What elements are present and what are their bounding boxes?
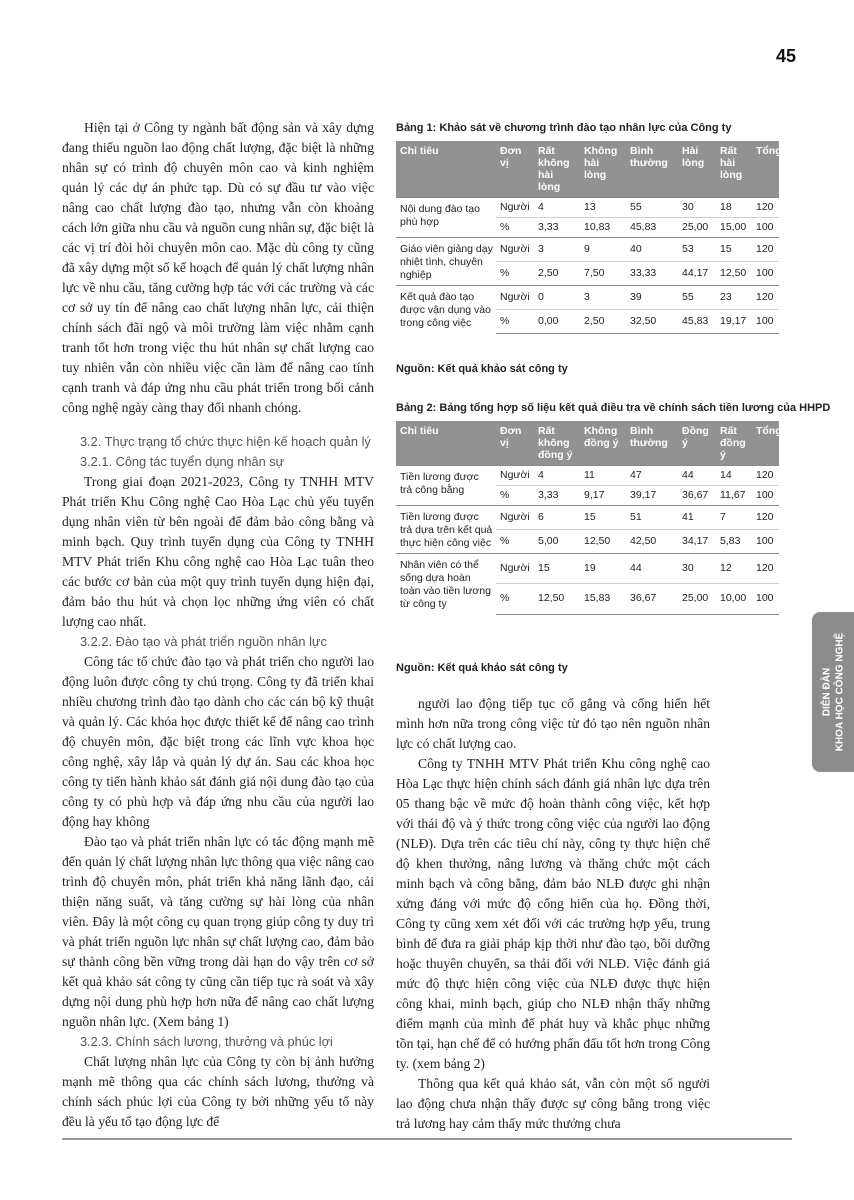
bottom-rule — [62, 1138, 792, 1140]
table-cell: 36,67 — [678, 486, 716, 506]
column-header: Bình thường — [626, 421, 678, 466]
column-header: Rất hài lòng — [716, 141, 752, 198]
table-cell: 2,50 — [534, 262, 580, 286]
table-cell: 55 — [626, 198, 678, 218]
table-cell: 3 — [534, 238, 580, 262]
paragraph: Công ty TNHH MTV Phát triển Khu công nghệ cao Hòa Lạc thực hiện chính sách đánh giá nhân lực dựa trên 05 thang bậc về mức độ hoàn thành công việc, kết hợp với thái độ và ý thức trong công việc của người lao động (NLĐ). Dựa trên các tiêu chí này, công ty thực hiện chế độ khen thưởng, nâng lương và thăng chức một cách minh bạch và công bằng, đảm bảo NLĐ được ghi nhận xứng đáng với mức độ cống hiến của họ. Đồng thời, Công ty cũng xem xét đối với các trường hợp yếu, trung bình để đưa ra giải pháp kịp thời như đào tạo, bồi dưỡng hoặc thuyên chuyển, sa thải đối với NLĐ. Việc đánh giá mức độ thực hiện công việc của NLĐ được thực hiện công khai, minh bạch, giúp cho NLĐ nhận thấy những điểm mạnh của mình để phát huy và khắc phục những tồn tại, hạn chế để có hướng phấn đấu tốt hơn trong Công ty. (xem bảng 2) — [396, 756, 710, 1071]
table-cell: 47 — [626, 466, 678, 486]
table-cell: 39,17 — [626, 486, 678, 506]
table-cell: 25,00 — [678, 584, 716, 614]
left-column — [62, 118, 374, 1132]
column-header: Bình thường — [626, 141, 678, 198]
table-cell: 12,50 — [716, 262, 752, 286]
paragraph: Thông qua kết quả khảo sát, vẫn còn một số người lao động chưa nhận thấy được sự công bằng trong việc trả lương hay cảm thấy mức thưởng chưa — [396, 1076, 710, 1131]
table-cell: 6 — [534, 506, 580, 530]
table-row — [396, 286, 779, 310]
table-cell: 14 — [716, 466, 752, 486]
section-heading: 3.2. Thực trạng tổ chức thực hiện kế hoạch quản lý — [80, 434, 371, 449]
right-column — [396, 694, 710, 1134]
table-cell: 39 — [626, 286, 678, 310]
table-cell: 5,83 — [716, 530, 752, 554]
table-cell: 5,00 — [534, 530, 580, 554]
table-cell: 15 — [580, 506, 626, 530]
table-cell: Người — [496, 506, 534, 530]
table-cell: 44 — [678, 466, 716, 486]
column-header: Đơn vị — [496, 141, 534, 198]
side-tab-line2: KHOA HỌC CÔNG NGHỆ — [834, 632, 845, 752]
paragraph: Công tác tổ chức đào tạo và phát triển cho người lao động luôn được công ty chú trọng. Công ty đã triển khai nhiều chương trình đào tạo dành cho các cán bộ kỹ thuật và quản lý. Các khóa học được thiết kế để nâng cao trình độ chuyên môn, đặc biệt trong các lĩnh vực khoa học công nghệ, xây lắp và quản lý dự án. Sau các khoa học công ty tiến hành khảo sát đánh giá nội dung đào tạo của công ty có phù hợp và đáp ứng nhu cầu của người lao động hay không — [62, 654, 374, 829]
table-cell: 100 — [752, 309, 779, 333]
table-cell: 120 — [752, 198, 779, 218]
table-cell: Người — [496, 554, 534, 584]
table-cell: 34,17 — [678, 530, 716, 554]
table-cell: 11,67 — [716, 486, 752, 506]
table-cell: 19 — [580, 554, 626, 584]
column-header: Rất không hài lòng — [534, 141, 580, 198]
table-cell: 9 — [580, 238, 626, 262]
paragraph: Trong giai đoạn 2021-2023, Công ty TNHH MTV Phát triển Khu Công nghệ Cao Hòa Lạc chủ yếu tuyển dụng nhân viên từ bên ngoài để đảm bảo công bằng và minh bạch. Quy trình tuyển dụng của Công ty TNHH MTV Phát triển Khu công nghệ cao Hòa Lạc tuân theo các bước cơ bản của một quy trình tuyển dụng hiện đại, đảm bảo thu hút và chọn lọc những ứng viên có chất lượng cao nhất. — [62, 474, 374, 629]
table-cell: 3,33 — [534, 218, 580, 238]
table-cell: 12,50 — [534, 584, 580, 614]
table-cell: % — [496, 309, 534, 333]
table-cell: 100 — [752, 530, 779, 554]
table-cell: 53 — [678, 238, 716, 262]
subsection-heading: 3.2.3. Chính sách lương, thưởng và phúc lợi — [80, 1034, 333, 1049]
column-header: Đồng ý — [678, 421, 716, 466]
criterion-cell: Nội dung đào tạo phù hợp — [396, 198, 496, 238]
table-row — [396, 466, 779, 486]
table-cell: 41 — [678, 506, 716, 530]
table-cell: 120 — [752, 506, 779, 530]
paragraph: người lao động tiếp tục cố gắng và cống hiến hết mình hơn nữa trong công việc từ đó tạo nên nguồn nhân lực có chất lượng cao. — [396, 696, 710, 751]
column-header: Không đồng ý — [580, 421, 626, 466]
table-cell: 19,17 — [716, 309, 752, 333]
criterion-cell: Kết quả đào tạo được vận dụng vào trong công việc — [396, 286, 496, 334]
table-cell: 100 — [752, 218, 779, 238]
table2-container — [396, 421, 782, 615]
table-cell: 7,50 — [580, 262, 626, 286]
table1 — [396, 141, 782, 334]
column-header: Tổng — [752, 141, 779, 198]
table-cell: 45,83 — [626, 218, 678, 238]
column-header: Rất đồng ý — [716, 421, 752, 466]
criterion-cell: Tiền lương được trả công bằng — [396, 466, 496, 506]
table-row — [396, 238, 779, 262]
table2-caption: Bảng 2: Bảng tổng hợp số liệu kết quả điều tra về chính sách tiền lương của HHPD — [396, 402, 831, 414]
table-cell: 7 — [716, 506, 752, 530]
table-cell: 10,83 — [580, 218, 626, 238]
table-cell: 120 — [752, 466, 779, 486]
column-header: Chỉ tiêu — [396, 141, 496, 198]
criterion-cell: Tiền lương được trả dựa trên kết quả thực hiện công việc — [396, 506, 496, 554]
table-cell: 51 — [626, 506, 678, 530]
table-cell: 0,00 — [534, 309, 580, 333]
table-cell: 45,83 — [678, 309, 716, 333]
table1-container — [396, 141, 782, 334]
table-row — [396, 198, 779, 218]
table-cell: 100 — [752, 486, 779, 506]
page-number: 45 — [775, 46, 796, 66]
table-cell: 36,67 — [626, 584, 678, 614]
table-cell: 25,00 — [678, 218, 716, 238]
table2-source: Nguồn: Kết quả khảo sát công ty — [396, 662, 568, 674]
table-cell: 2,50 — [580, 309, 626, 333]
table-cell: 30 — [678, 198, 716, 218]
table-cell: 44 — [626, 554, 678, 584]
table-cell: 9,17 — [580, 486, 626, 506]
column-header: Rất không đồng ý — [534, 421, 580, 466]
table-cell: % — [496, 218, 534, 238]
table-cell: Người — [496, 466, 534, 486]
column-header: Đơn vị — [496, 421, 534, 466]
table-cell: 10,00 — [716, 584, 752, 614]
table-cell: 12 — [716, 554, 752, 584]
table-header-row — [396, 421, 779, 466]
subsection-heading: 3.2.2. Đào tạo và phát triển nguồn nhân lực — [80, 634, 327, 649]
column-header: Hài lòng — [678, 141, 716, 198]
table-cell: Người — [496, 238, 534, 262]
criterion-cell: Nhân viên có thể sống dựa hoàn toàn vào tiền lương từ công ty — [396, 554, 496, 615]
table-cell: 32,50 — [626, 309, 678, 333]
table-cell: % — [496, 486, 534, 506]
table-cell: 33,33 — [626, 262, 678, 286]
table1-source: Nguồn: Kết quả khảo sát công ty — [396, 363, 568, 375]
table2 — [396, 421, 782, 615]
criterion-cell: Giáo viên giảng dạy nhiệt tình, chuyên nghiệp — [396, 238, 496, 286]
column-header: Không hài lòng — [580, 141, 626, 198]
paragraph: Hiện tại ở Công ty ngành bất động sản và xây dựng đang thiếu nguồn lao động chất lượng, đặc biệt là những nhân sự có trình độ chuyên môn cao và kinh nghiệm quản lý các dự án phức tạp. Dù có sự đầu tư vào việc nâng cao chất lượng đào tạo, nhưng vẫn còn khoảng cách lớn giữa nhu cầu và nguồn cung nhân sự, đặc biệt là các vị trí đòi hỏi chuyên môn cao. Mặc dù công ty cũng đã xây dựng một số kế hoạch để quản lý chất lượng nhân lực về nhu cầu, tăng cường hợp tác với các trường và các cơ sở uy tín để nâng cao chất lượng nhân lực, cải thiện chính sách đãi ngộ và môi trường làm việc nhằm cạnh tranh tốt hơn trong việc thu hút nhân sự chất lượng cao tuy nhiên vẫn còn nhiều việc cần làm để nâng cao tính cạnh tranh và đáp ứng nhu cầu phát triển trong bối cảnh công nghệ ngày càng thay đổi nhanh chóng. — [62, 120, 374, 415]
table-cell: 55 — [678, 286, 716, 310]
table-cell: 44,17 — [678, 262, 716, 286]
subsection-heading: 3.2.1. Công tác tuyển dụng nhân sự — [80, 454, 285, 469]
table-cell: 15 — [716, 238, 752, 262]
table-cell: 30 — [678, 554, 716, 584]
table-cell: Người — [496, 198, 534, 218]
table-cell: % — [496, 530, 534, 554]
paragraph: Đào tạo và phát triển nhân lực có tác động mạnh mẽ đến quản lý chất lượng nhân lực thông qua việc nâng cao trình độ chuyên môn, phát triển khả năng lãnh đạo, cải thiện năng suất, và tăng cường sự hài lòng của nhân viên. Đây là một công cụ quan trọng giúp công ty duy trì và phát triển nguồn lực nhân sự chất lượng cao, đảm bảo sự thành công bền vững trong dài hạn do vậy trên cơ sở kết quả khảo sát công ty cũng cần tiếp tục rà soát và xây dựng nội dung phù hợp hơn nữa để nâng cao chất lượng nguồn nhân lực. (Xem bảng 1) — [62, 834, 374, 1029]
section-side-tab-label — [812, 612, 854, 772]
table-cell: 3,33 — [534, 486, 580, 506]
table-cell: 4 — [534, 198, 580, 218]
table-cell: 18 — [716, 198, 752, 218]
table-cell: 120 — [752, 286, 779, 310]
table1-caption: Bảng 1: Khảo sát về chương trình đào tạo nhân lực của Công ty — [396, 122, 732, 134]
table-cell: 100 — [752, 262, 779, 286]
table-header-row — [396, 141, 779, 198]
table-row — [396, 554, 779, 584]
table-cell: 120 — [752, 554, 779, 584]
table-cell: 12,50 — [580, 530, 626, 554]
table-cell: 0 — [534, 286, 580, 310]
table-cell: 42,50 — [626, 530, 678, 554]
table-cell: 13 — [580, 198, 626, 218]
side-tab-line1: DIỄN ĐÀN — [821, 667, 832, 717]
table-cell: 15,00 — [716, 218, 752, 238]
table-cell: 15,83 — [580, 584, 626, 614]
column-header: Chỉ tiêu — [396, 421, 496, 466]
column-header: Tổng — [752, 421, 779, 466]
table-cell: 100 — [752, 584, 779, 614]
table-cell: % — [496, 584, 534, 614]
table-cell: Người — [496, 286, 534, 310]
table-cell: 3 — [580, 286, 626, 310]
table-cell: 4 — [534, 466, 580, 486]
paragraph: Chất lượng nhân lực của Công ty còn bị ảnh hưởng mạnh mẽ thông qua các chính sách lương, thưởng và chính sách phúc lợi của Công ty bởi những yếu tố này đều là yếu tố tạo động lực để — [62, 1054, 374, 1129]
table-cell: 120 — [752, 238, 779, 262]
table-cell: 11 — [580, 466, 626, 486]
table-cell: 23 — [716, 286, 752, 310]
table-cell: 40 — [626, 238, 678, 262]
table-row — [396, 506, 779, 530]
table-cell: % — [496, 262, 534, 286]
table-cell: 15 — [534, 554, 580, 584]
